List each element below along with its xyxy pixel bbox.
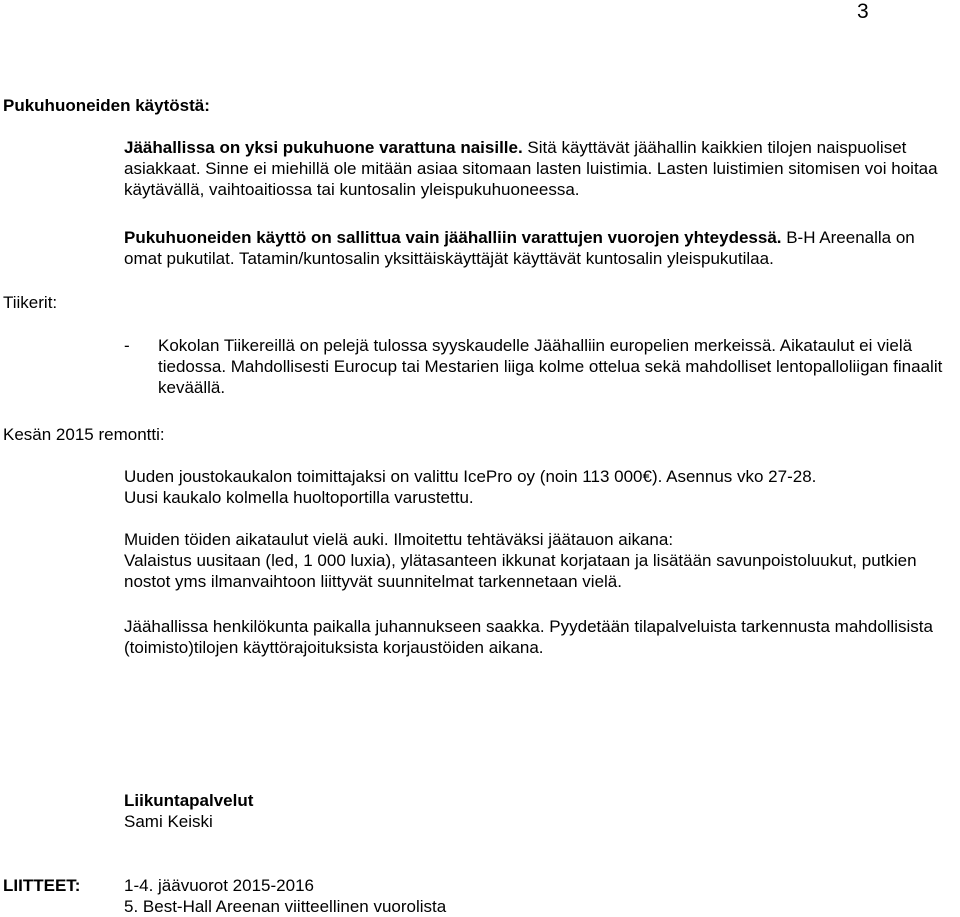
locker-room-paragraph-1-text: Sitä käyttävät jäähallin kaikkien tilojen naispuoliset asiakkaat. Sinne ei miehillä ole mitään asiaa sitomaan lasten luistimia. Lasten luistimien sitomisen voi hoitaa käytävällä, vaihtoaitiossa tai kuntosalin yleispukuhuoneessa. — [124, 138, 938, 199]
renovation-heading: Kesän 2015 remontti: — [3, 425, 165, 444]
attachments-label: LIITTEET: — [3, 876, 81, 895]
signature-block — [124, 790, 954, 832]
renovation-paragraph-2-line-1: Muiden töiden aikataulut vielä auki. Ilmoitettu tehtäväksi jäätauon aikana: — [124, 530, 674, 549]
renovation-paragraph-2 — [124, 529, 954, 592]
page-number: 3 — [857, 0, 869, 23]
renovation-paragraph-3 — [124, 616, 954, 658]
renovation-paragraph-1-line-2: Uusi kaukalo kolmella huoltoportilla varustettu. — [124, 488, 474, 507]
signature-name: Sami Keiski — [124, 812, 213, 831]
tiikerit-heading: Tiikerit: — [3, 293, 58, 312]
signature-department: Liikuntapalvelut — [124, 791, 254, 810]
locker-room-paragraph-1 — [124, 137, 954, 200]
renovation-paragraph-3-text: Jäähallissa henkilökunta paikalla juhannukseen saakka. Pyydetään tilapalveluista tarkennusta mahdollisista (toimisto)tilojen käyttörajoituksista korjaustöiden aikana. — [124, 617, 933, 657]
attachment-item: 5. Best-Hall Areenan viitteellinen vuorolista — [124, 897, 447, 916]
locker-room-paragraph-2-text: B-H Areenalla on omat pukutilat. Tatamin/kuntosalin yksittäiskäyttäjät käyttävät kuntosalin yleispukutilaa. — [124, 228, 915, 268]
locker-room-paragraph-1-emphasis: Jäähallissa on yksi pukuhuone varattuna naisille. — [124, 138, 523, 157]
locker-room-paragraph-2-emphasis: Pukuhuoneiden käyttö on sallittua vain jäähalliin varattujen vuorojen yhteydessä. — [124, 228, 782, 247]
tiikerit-list-item-text: Kokolan Tiikereillä on pelejä tulossa syyskaudelle Jäähalliin europelien merkeissä. Aikataulut ei vielä tiedossa. Mahdollisesti Eurocup tai Mestarien liiga kolme ottelua sekä mahdolliset lentopalloliigan finaalit keväällä. — [158, 336, 943, 397]
attachments-list — [124, 875, 446, 917]
renovation-paragraph-1 — [124, 466, 954, 508]
locker-room-heading: Pukuhuoneiden käytöstä: — [3, 96, 210, 115]
renovation-paragraph-1-line-1: Uuden joustokaukalon toimittajaksi on valittu IcePro oy (noin 113 000€). Asennus vko 27-28. — [124, 467, 817, 486]
renovation-paragraph-2-line-2: Valaistus uusitaan (led, 1 000 luxia), ylätasanteen ikkunat korjataan ja lisätään savunpoistoluukut, putkien nostot yms ilmanvaihtoon liittyvät suunnitelmat tarkennetaan vielä. — [124, 551, 917, 591]
locker-room-paragraph-2 — [124, 227, 954, 269]
tiikerit-list-item — [124, 335, 954, 398]
list-bullet: - — [124, 336, 130, 355]
attachment-item: 1-4. jäävuorot 2015-2016 — [124, 876, 314, 895]
